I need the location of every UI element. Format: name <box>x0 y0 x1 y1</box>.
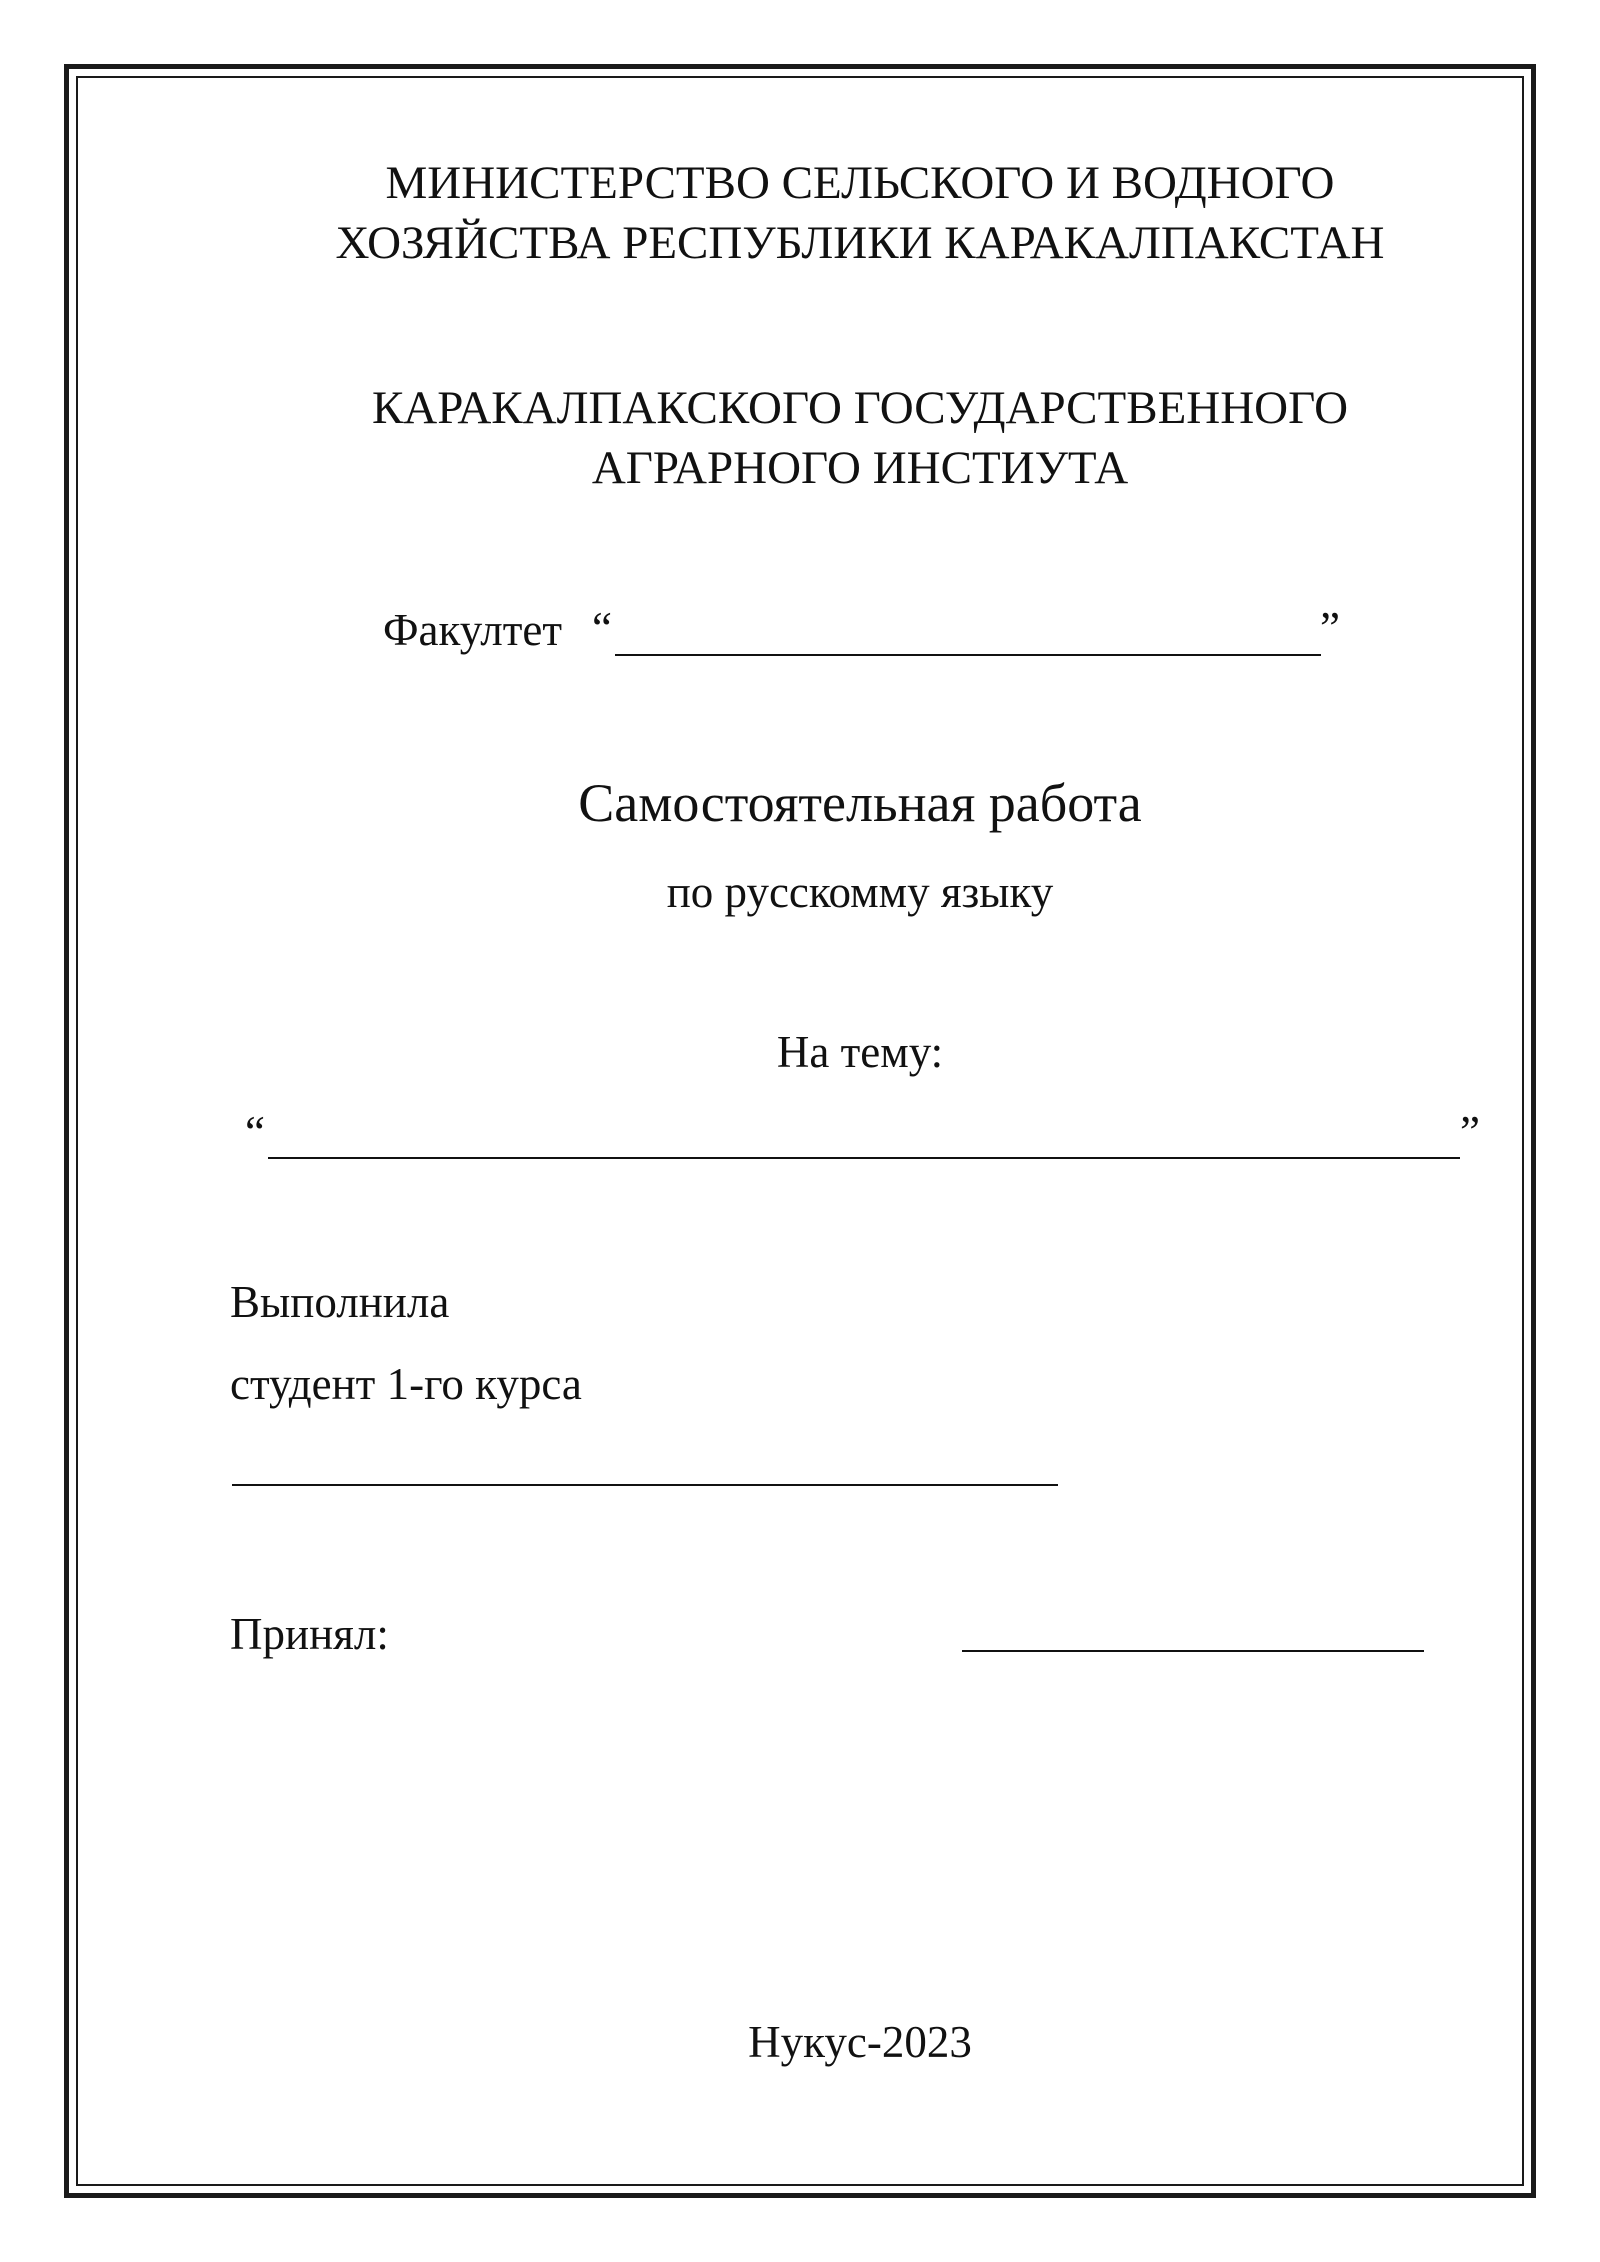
work-subject: по русскомму языку <box>666 867 1054 917</box>
ministry-line-1: МИНИСТЕРСТВО СЕЛЬСКОГО И ВОДНОГО <box>385 157 1335 209</box>
student-course: студент 1-го курса <box>230 1359 582 1409</box>
student-name-blank-line <box>232 1484 1058 1486</box>
topic-blank-line <box>268 1157 1460 1159</box>
faculty-open-quote: “ <box>592 603 612 653</box>
reviewer-label: Принял: <box>230 1609 389 1659</box>
institute-line-1: КАРАКАЛПАКСКОГО ГОСУДАРСТВЕННОГО <box>371 382 1349 434</box>
work-title: Самостоятельная работа <box>578 773 1142 833</box>
performed-label: Выполнила <box>230 1277 450 1327</box>
faculty-close-quote: ” <box>1320 603 1340 653</box>
faculty-label: Факултет <box>383 605 563 655</box>
institute-line-2: АГРАРНОГО ИНСТИУТА <box>591 442 1129 494</box>
topic-open-quote: “ <box>245 1107 265 1157</box>
city-year: Нукус-2023 <box>748 2017 972 2067</box>
ministry-line-2: ХОЗЯЙСТВА РЕСПУБЛИКИ КАРАКАЛПАКСТАН <box>335 217 1385 269</box>
topic-label: На тему: <box>776 1027 944 1077</box>
faculty-blank-line <box>615 654 1321 656</box>
reviewer-signature-line <box>962 1650 1424 1652</box>
topic-close-quote: ” <box>1460 1107 1480 1157</box>
